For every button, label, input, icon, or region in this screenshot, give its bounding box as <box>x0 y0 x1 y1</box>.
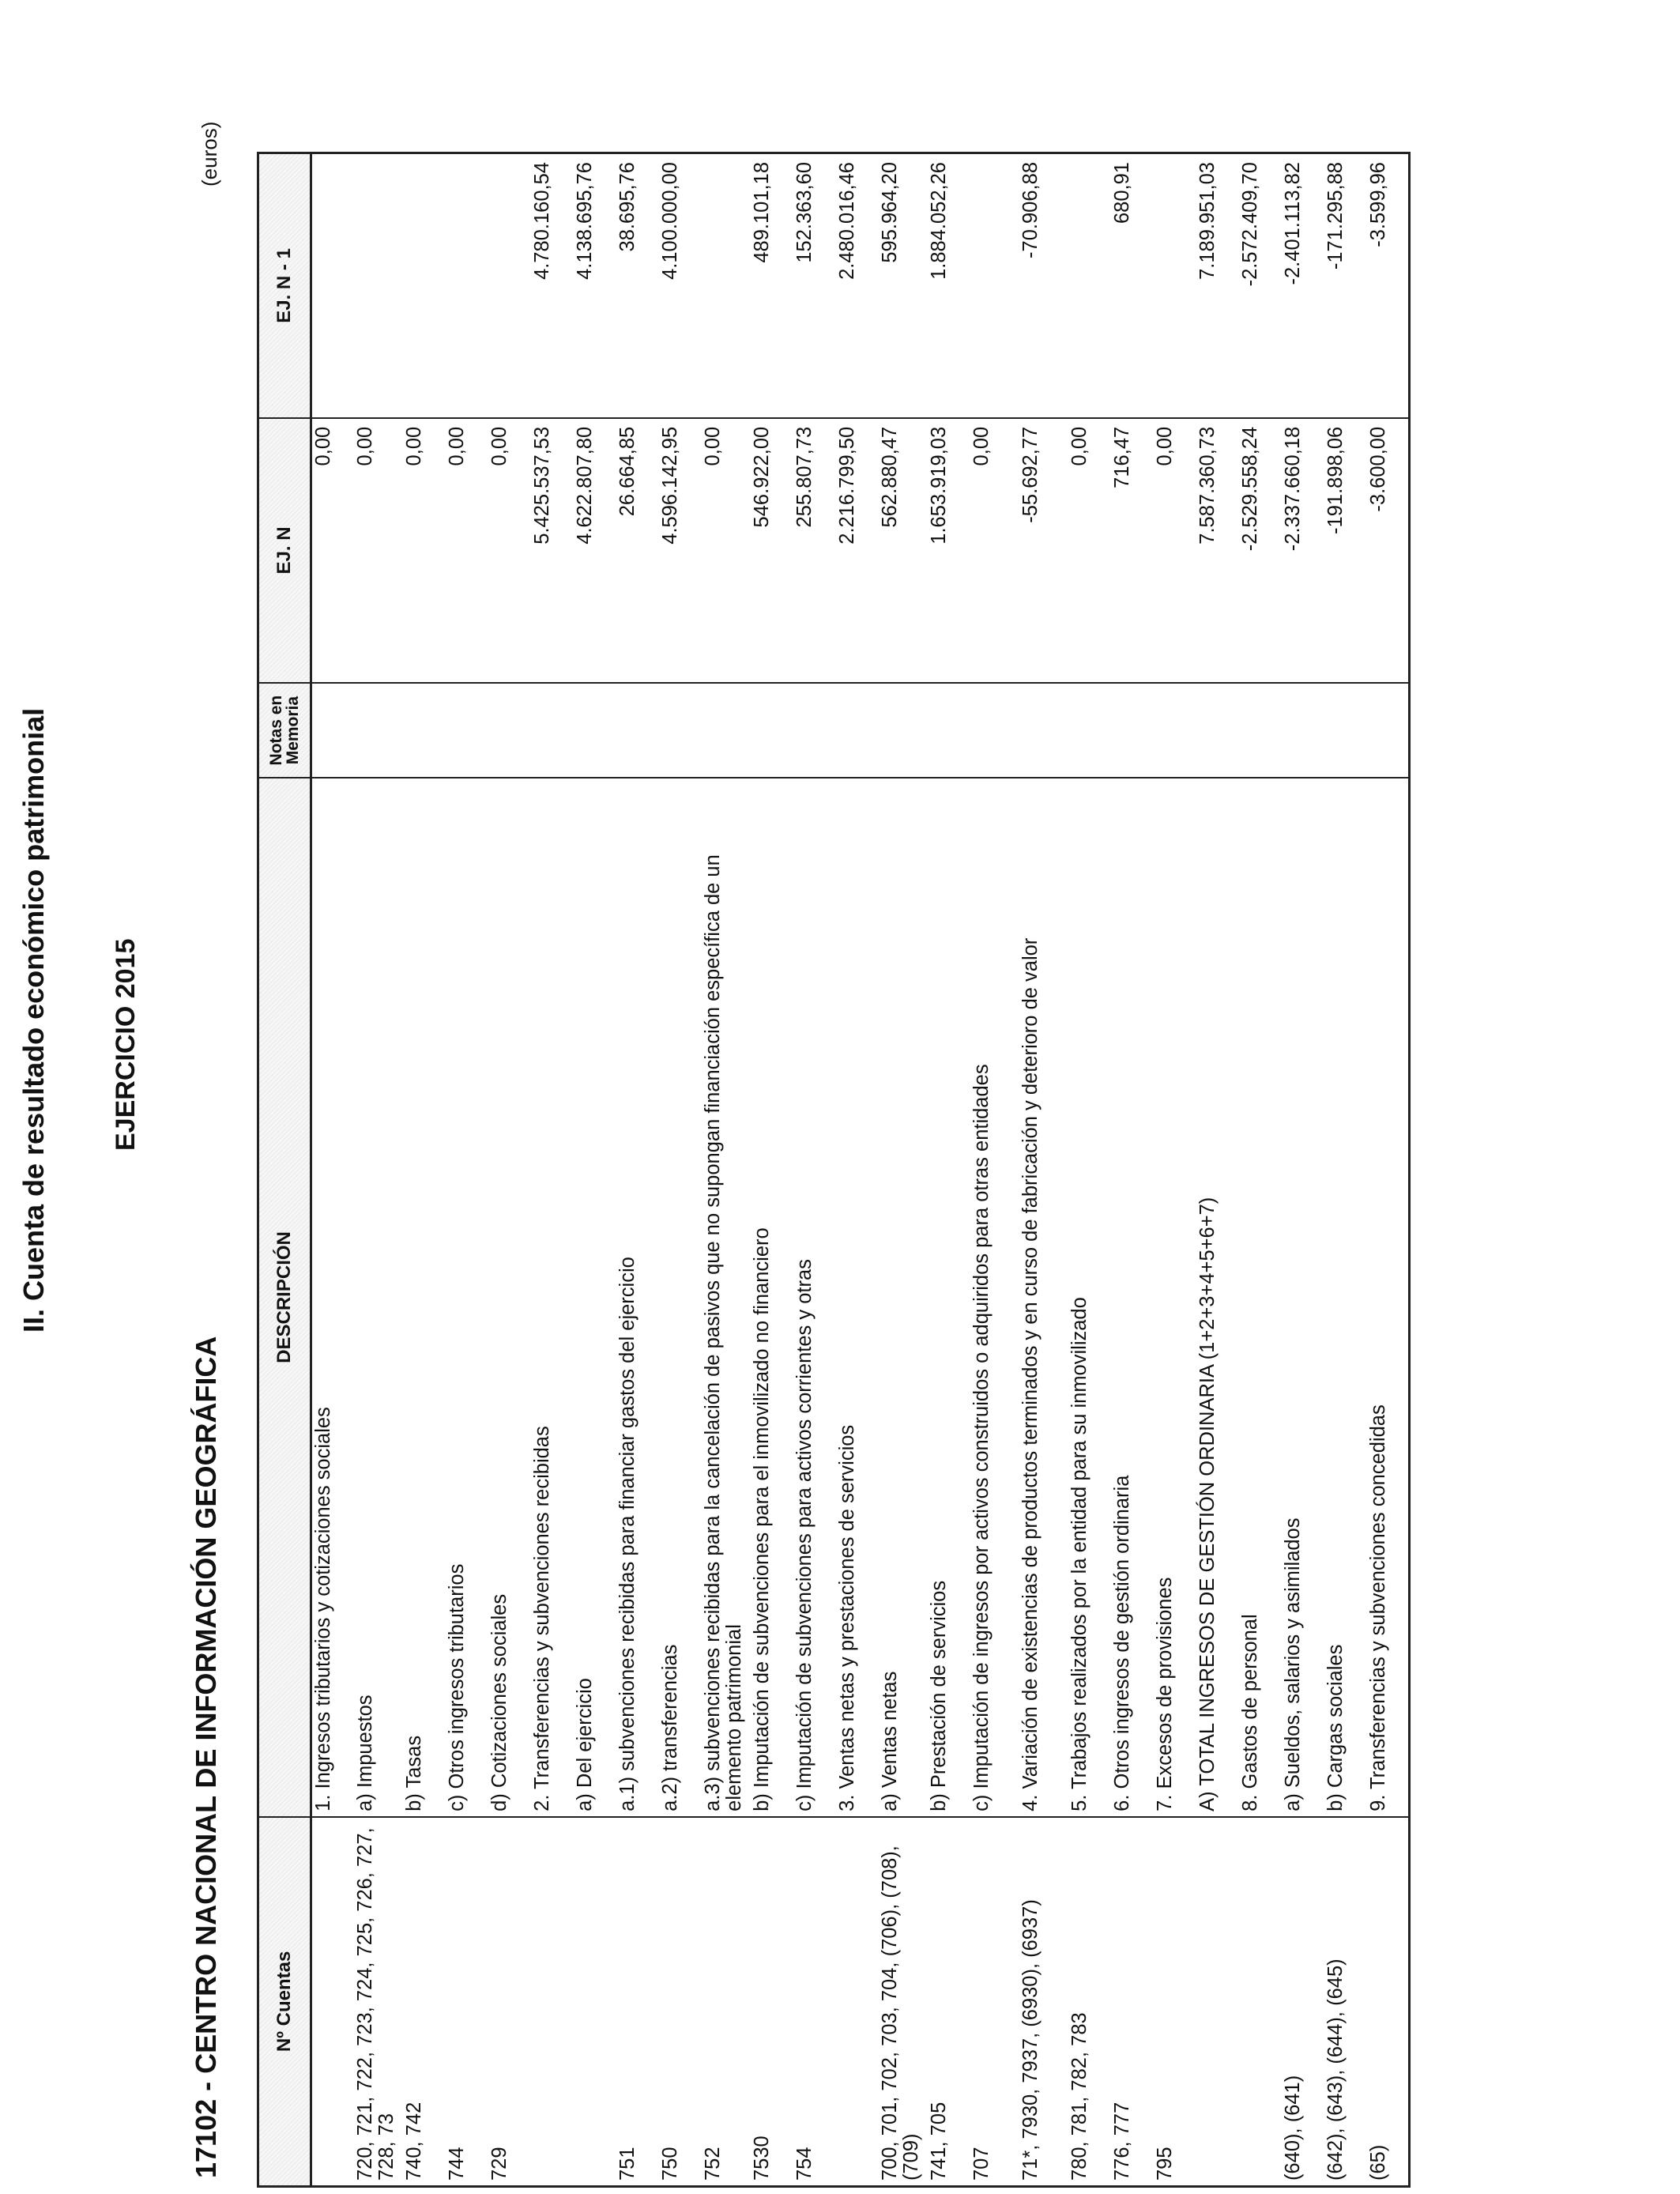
previous-year-cell: 680,91 <box>1111 153 1154 418</box>
table-row <box>1367 153 1410 2187</box>
notes-cell <box>970 683 1019 778</box>
description-cell: c) Imputación de ingresos por activos construidos o adquiridos para otras entidades <box>970 778 1019 1817</box>
previous-year-cell <box>488 153 531 418</box>
previous-year-cell: 152.363,60 <box>793 153 836 418</box>
account-cell: 752 <box>702 1817 751 2187</box>
table-row <box>311 153 354 2187</box>
account-cell: 7530 <box>751 1817 793 2187</box>
previous-year-cell: -70.906,88 <box>1019 153 1068 418</box>
table-row <box>1154 153 1196 2187</box>
description-cell: A) TOTAL INGRESOS DE GESTIÓN ORDINARIA (1+2+3+4+5+6+7) <box>1196 778 1239 1817</box>
previous-year-cell <box>702 153 751 418</box>
notes-cell <box>751 683 793 778</box>
account-cell: (642), (643), (644), (645) <box>1324 1817 1367 2187</box>
previous-year-cell: 595.964,20 <box>879 153 928 418</box>
current-year-cell: 716,47 <box>1111 418 1154 683</box>
table-row <box>1019 153 1068 2187</box>
previous-year-cell: 2.480.016,46 <box>836 153 879 418</box>
notes-cell <box>793 683 836 778</box>
table-body <box>311 153 1410 2187</box>
account-cell: 700, 701, 702, 703, 704, (706), (708), (709) <box>879 1817 928 2187</box>
previous-year-cell <box>970 153 1019 418</box>
previous-year-cell <box>1154 153 1196 418</box>
table-row <box>1324 153 1367 2187</box>
account-cell <box>531 1817 574 2187</box>
account-cell <box>836 1817 879 2187</box>
notes-cell <box>1239 683 1282 778</box>
table-row <box>531 153 574 2187</box>
units-label: (euros) <box>198 121 221 187</box>
current-year-cell: 0,00 <box>1154 418 1196 683</box>
description-cell: c) Otros ingresos tributarios <box>446 778 488 1817</box>
table-row <box>354 153 403 2187</box>
description-cell: a) Impuestos <box>354 778 403 1817</box>
description-cell: 7. Excesos de provisiones <box>1154 778 1196 1817</box>
account-cell: (65) <box>1367 1817 1410 2187</box>
previous-year-cell: 7.189.951,03 <box>1196 153 1239 418</box>
notes-cell <box>879 683 928 778</box>
current-year-cell: 0,00 <box>1068 418 1111 683</box>
previous-year-cell: 4.138.695,76 <box>574 153 616 418</box>
current-year-cell: -191.898,06 <box>1324 418 1367 683</box>
current-year-cell: 4.596.142,95 <box>659 418 702 683</box>
current-year-cell: 0,00 <box>311 418 354 683</box>
description-cell: a) Del ejercicio <box>574 778 616 1817</box>
description-cell: b) Imputación de subvenciones para el inmovilizado no financiero <box>751 778 793 1817</box>
current-year-cell: 1.653.919,03 <box>928 418 970 683</box>
table-row <box>928 153 970 2187</box>
description-cell: b) Tasas <box>403 778 446 1817</box>
current-year-cell: -55.692,77 <box>1019 418 1068 683</box>
current-year-cell: 255.807,73 <box>793 418 836 683</box>
notes-cell <box>1367 683 1410 778</box>
description-cell: 4. Variación de existencias de productos terminados y en curso de fabricación y deterioro de valor <box>1019 778 1068 1817</box>
header-description: DESCRIPCIÓN <box>258 778 311 1817</box>
description-cell: 9. Transferencias y subvenciones concedidas <box>1367 778 1410 1817</box>
table-row <box>446 153 488 2187</box>
description-cell: a) Ventas netas <box>879 778 928 1817</box>
table-row <box>616 153 659 2187</box>
description-cell: c) Imputación de subvenciones para activos corrientes y otras <box>793 778 836 1817</box>
table-row <box>659 153 702 2187</box>
previous-year-cell: 38.695,76 <box>616 153 659 418</box>
current-year-cell: -3.600,00 <box>1367 418 1410 683</box>
results-table <box>257 152 1411 2188</box>
description-cell: 8. Gastos de personal <box>1239 778 1282 1817</box>
table-row <box>702 153 751 2187</box>
current-year-cell: -2.337.660,18 <box>1282 418 1324 683</box>
table-row <box>488 153 531 2187</box>
notes-cell <box>531 683 574 778</box>
current-year-cell: 546.922,00 <box>751 418 793 683</box>
previous-year-cell: -3.599,96 <box>1367 153 1410 418</box>
table-row <box>574 153 616 2187</box>
description-cell: a.3) subvenciones recibidas para la cancelación de pasivos que no supongan financiación específica de un elemento patrimonial <box>702 778 751 1817</box>
previous-year-cell <box>354 153 403 418</box>
account-cell: (640), (641) <box>1282 1817 1324 2187</box>
description-cell: 5. Trabajos realizados por la entidad para su inmovilizado <box>1068 778 1111 1817</box>
description-cell: a.2) transferencias <box>659 778 702 1817</box>
table-row <box>1111 153 1154 2187</box>
previous-year-cell <box>446 153 488 418</box>
current-year-cell: 4.622.807,80 <box>574 418 616 683</box>
current-year-cell: 0,00 <box>354 418 403 683</box>
account-cell: 795 <box>1154 1817 1196 2187</box>
notes-cell <box>928 683 970 778</box>
notes-cell <box>836 683 879 778</box>
notes-cell <box>1196 683 1239 778</box>
account-cell <box>1239 1817 1282 2187</box>
notes-cell <box>659 683 702 778</box>
table-row <box>1196 153 1239 2187</box>
description-cell: 1. Ingresos tributarios y cotizaciones sociales <box>311 778 354 1817</box>
notes-cell <box>1019 683 1068 778</box>
current-year-cell: 0,00 <box>488 418 531 683</box>
account-cell: 720, 721, 722, 723, 724, 725, 726, 727, 728, 73 <box>354 1817 403 2187</box>
account-cell <box>574 1817 616 2187</box>
account-cell: 707 <box>970 1817 1019 2187</box>
previous-year-cell <box>403 153 446 418</box>
table-header-row <box>258 153 311 2187</box>
description-cell: a.1) subvenciones recibidas para financiar gastos del ejercicio <box>616 778 659 1817</box>
description-cell: b) Cargas sociales <box>1324 778 1367 1817</box>
page-title: II. Cuenta de resultado económico patrimonial <box>17 707 50 1333</box>
previous-year-cell <box>1068 153 1111 418</box>
current-year-cell: 7.587.360,73 <box>1196 418 1239 683</box>
notes-cell <box>1324 683 1367 778</box>
previous-year-cell: 4.100.000,00 <box>659 153 702 418</box>
header-accounts: Nº Cuentas <box>258 1817 311 2187</box>
notes-cell <box>354 683 403 778</box>
notes-cell <box>1154 683 1196 778</box>
notes-cell <box>1282 683 1324 778</box>
current-year-cell: 0,00 <box>446 418 488 683</box>
account-cell: 751 <box>616 1817 659 2187</box>
description-cell: 6. Otros ingresos de gestión ordinaria <box>1111 778 1154 1817</box>
account-cell <box>311 1817 354 2187</box>
account-cell <box>1196 1817 1239 2187</box>
description-cell: 2. Transferencias y subvenciones recibidas <box>531 778 574 1817</box>
fiscal-year-heading: EJERCICIO 2015 <box>111 938 141 1151</box>
table-row <box>970 153 1019 2187</box>
table-row <box>879 153 928 2187</box>
notes-cell <box>1111 683 1154 778</box>
table-row <box>1068 153 1111 2187</box>
account-cell: 776, 777 <box>1111 1817 1154 2187</box>
notes-cell <box>488 683 531 778</box>
notes-cell <box>446 683 488 778</box>
table-row <box>751 153 793 2187</box>
table-row <box>1239 153 1282 2187</box>
table-row <box>836 153 879 2187</box>
account-cell: 754 <box>793 1817 836 2187</box>
notes-cell <box>311 683 354 778</box>
description-cell: b) Prestación de servicios <box>928 778 970 1817</box>
previous-year-cell: -171.295,88 <box>1324 153 1367 418</box>
notes-cell <box>1068 683 1111 778</box>
account-cell: 750 <box>659 1817 702 2187</box>
table-row <box>793 153 836 2187</box>
account-cell: 744 <box>446 1817 488 2187</box>
description-cell: d) Cotizaciones sociales <box>488 778 531 1817</box>
previous-year-cell: 4.780.160,54 <box>531 153 574 418</box>
previous-year-cell: 1.884.052,26 <box>928 153 970 418</box>
table-row <box>1282 153 1324 2187</box>
current-year-cell: 0,00 <box>702 418 751 683</box>
previous-year-cell: -2.572.409,70 <box>1239 153 1282 418</box>
table-row <box>403 153 446 2187</box>
account-cell: 741, 705 <box>928 1817 970 2187</box>
notes-cell <box>574 683 616 778</box>
current-year-cell: -2.529.558,24 <box>1239 418 1282 683</box>
notes-cell <box>403 683 446 778</box>
header-notes: Notas en Memoria <box>258 683 311 778</box>
description-cell: 3. Ventas netas y prestaciones de servicios <box>836 778 879 1817</box>
account-cell: 729 <box>488 1817 531 2187</box>
current-year-cell: 26.664,85 <box>616 418 659 683</box>
previous-year-cell: 489.101,18 <box>751 153 793 418</box>
account-cell: 71*, 7930, 7937, (6930), (6937) <box>1019 1817 1068 2187</box>
notes-cell <box>702 683 751 778</box>
header-current-year: EJ. N <box>258 418 311 683</box>
current-year-cell: 2.216.799,50 <box>836 418 879 683</box>
organization-heading: 17102 - CENTRO NACIONAL DE INFORMACIÓN GEOGRÁFICA <box>190 1336 222 2178</box>
current-year-cell: 0,00 <box>970 418 1019 683</box>
current-year-cell: 562.880,47 <box>879 418 928 683</box>
header-previous-year: EJ. N - 1 <box>258 153 311 418</box>
current-year-cell: 5.425.537,53 <box>531 418 574 683</box>
notes-cell <box>616 683 659 778</box>
previous-year-cell <box>311 153 354 418</box>
account-cell: 780, 781, 782, 783 <box>1068 1817 1111 2187</box>
account-cell: 740, 742 <box>403 1817 446 2187</box>
previous-year-cell: -2.401.113,82 <box>1282 153 1324 418</box>
description-cell: a) Sueldos, salarios y asimilados <box>1282 778 1324 1817</box>
current-year-cell: 0,00 <box>403 418 446 683</box>
